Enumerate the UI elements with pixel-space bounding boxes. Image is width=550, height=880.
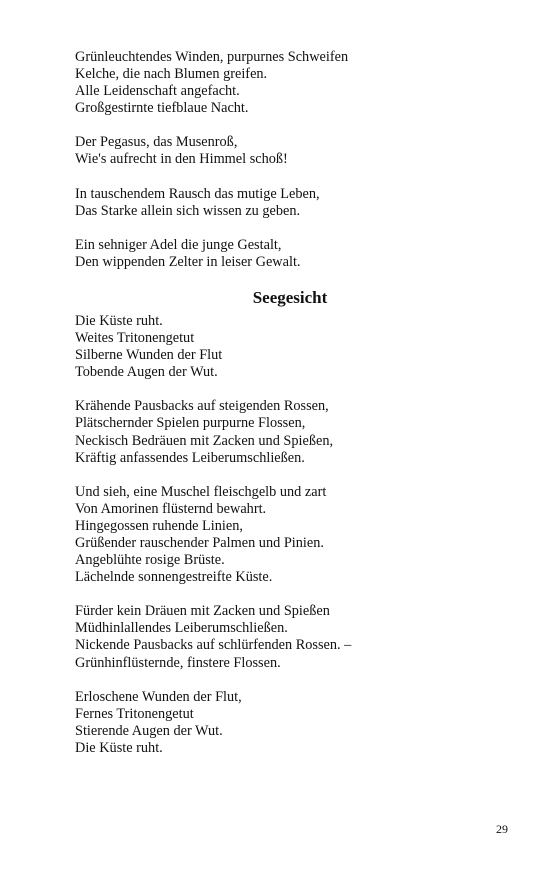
poem-title: Seegesicht xyxy=(252,287,328,307)
verse-line: Silberne Wunden der Flut xyxy=(75,347,223,364)
verse-line: Grünhinflüsternde, finstere Flossen. xyxy=(75,654,281,671)
verse-line: Weites Tritonengetut xyxy=(75,330,195,347)
verse-line: Kelche, die nach Blumen greifen. xyxy=(75,66,268,83)
verse-line: Nickende Pausbacks auf schlürfenden Rossen. – xyxy=(75,637,352,654)
verse-line: Grüßender rauschender Palmen und Pinien. xyxy=(75,534,324,551)
verse-line: Tobende Augen der Wut. xyxy=(75,364,218,381)
verse-line: Erloschene Wunden der Flut, xyxy=(75,688,242,705)
poem2-stanza-3 xyxy=(75,484,505,587)
verse-line: Angeblühte rosige Brüste. xyxy=(75,552,225,569)
page-number: 29 xyxy=(496,822,508,836)
verse-line: Das Starke allein sich wissen zu geben. xyxy=(75,202,301,219)
poem1-stanza-4 xyxy=(75,237,505,271)
verse-line: Ein sehniger Adel die junge Gestalt, xyxy=(75,236,282,253)
verse-line: Stierende Augen der Wut. xyxy=(75,722,223,739)
verse-line: Fernes Tritonengetut xyxy=(75,705,194,722)
verse-line: Lächelnde sonnengestreifte Küste. xyxy=(75,569,273,586)
verse-line: Müdhinlallendes Leiberumschließen. xyxy=(75,620,288,637)
verse-line: Großgestirnte tiefblaue Nacht. xyxy=(75,100,249,117)
verse-line: Der Pegasus, das Musenroß, xyxy=(75,134,238,151)
verse-line: Neckisch Bedräuen mit Zacken und Spießen, xyxy=(75,432,334,449)
poem2-stanza-5 xyxy=(75,689,505,757)
verse-line: Die Küste ruht. xyxy=(75,312,163,329)
verse-line: Plätschernder Spielen purpurne Flossen, xyxy=(75,415,306,432)
poem1-stanza-1 xyxy=(75,49,505,117)
verse-line: Und sieh, eine Muschel fleischgelb und zart xyxy=(75,483,327,500)
verse-line: Fürder kein Dräuen mit Zacken und Spießen xyxy=(75,603,330,620)
verse-line: Kräftig anfassendes Leiberumschließen. xyxy=(75,449,305,466)
poem2-stanza-2 xyxy=(75,398,505,466)
verse-line: Krähende Pausbacks auf steigenden Rossen, xyxy=(75,398,329,415)
verse-line: Hingegossen ruhende Linien, xyxy=(75,517,243,534)
verse-line: In tauschendem Rausch das mutige Leben, xyxy=(75,185,320,202)
verse-line: Grünleuchtendes Winden, purpurnes Schweifen xyxy=(75,49,349,65)
verse-line: Alle Leidenschaft angefacht. xyxy=(75,83,240,100)
text-block xyxy=(75,49,505,774)
poem1-stanza-2 xyxy=(75,134,505,168)
poem2-stanza-1 xyxy=(75,313,505,381)
verse-line: Den wippenden Zelter in leiser Gewalt. xyxy=(75,253,301,270)
verse-line: Wie's aufrecht in den Himmel schoß! xyxy=(75,151,288,168)
poem1-stanza-3 xyxy=(75,186,505,220)
verse-line: Von Amorinen flüsternd bewahrt. xyxy=(75,500,267,517)
poem2-stanza-4 xyxy=(75,603,505,671)
verse-line: Die Küste ruht. xyxy=(75,739,163,756)
